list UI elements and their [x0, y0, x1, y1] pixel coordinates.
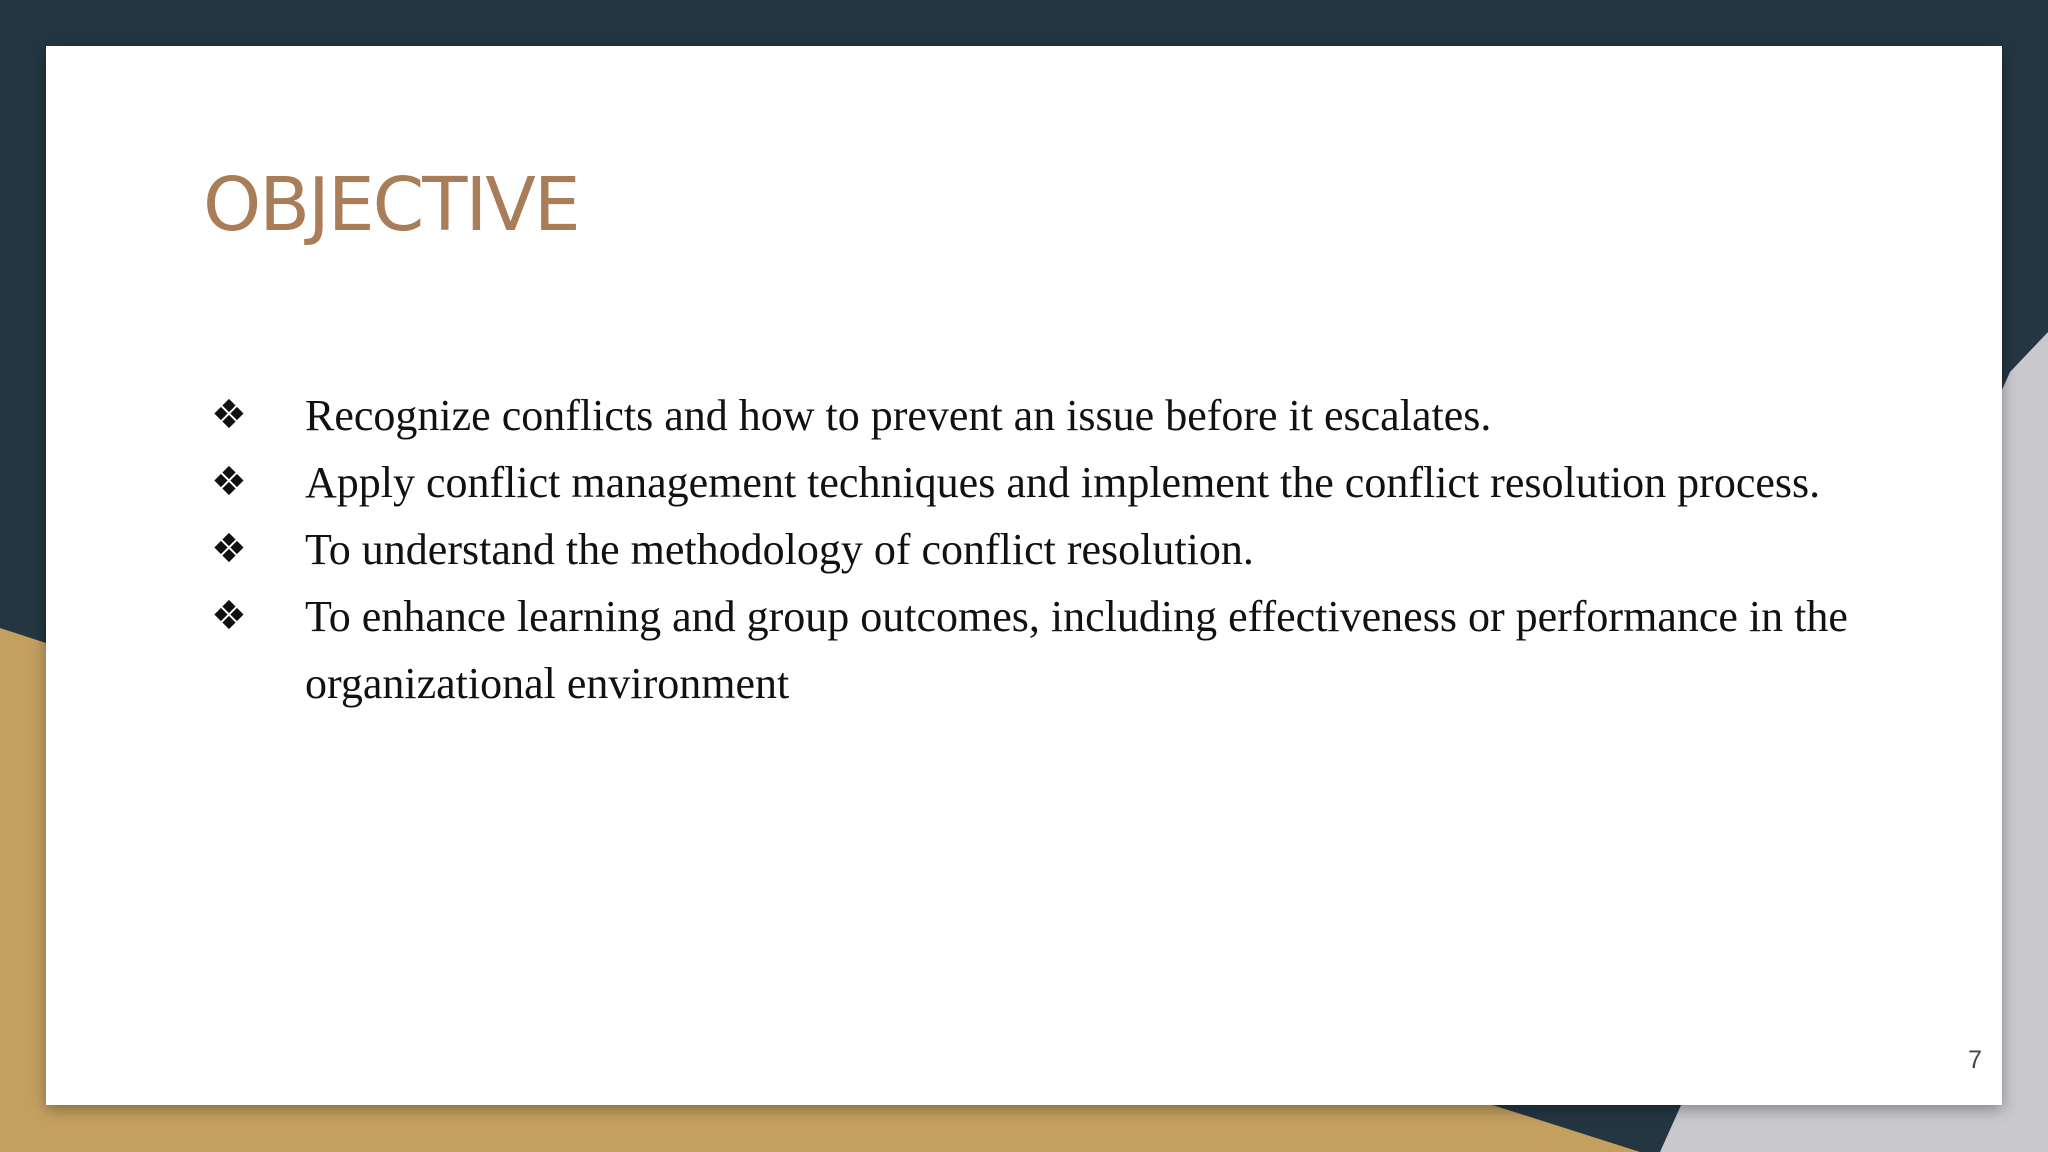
list-item-text: To enhance learning and group outcomes, including effectiveness or performance in the organizational environment	[305, 592, 1848, 708]
objective-list	[46, 382, 1946, 717]
list-item-text: To understand the methodology of conflict resolution.	[305, 525, 1254, 574]
list-item	[46, 382, 1895, 449]
list-item	[46, 449, 1895, 516]
list-item	[46, 583, 1895, 717]
diamond-cluster-icon: ❖	[211, 526, 247, 572]
list-item-text: Recognize conflicts and how to prevent an issue before it escalates.	[305, 391, 1492, 440]
list-item	[46, 516, 1895, 583]
slide-title: OBJECTIVE	[203, 162, 579, 248]
list-item-text: Apply conflict management techniques and implement the conflict resolution process.	[305, 458, 1821, 507]
diamond-cluster-icon: ❖	[211, 392, 247, 438]
page-number: 7	[1968, 1046, 1982, 1074]
diamond-cluster-icon: ❖	[211, 593, 247, 639]
diamond-cluster-icon: ❖	[211, 459, 247, 505]
slide-card	[46, 46, 2002, 1105]
